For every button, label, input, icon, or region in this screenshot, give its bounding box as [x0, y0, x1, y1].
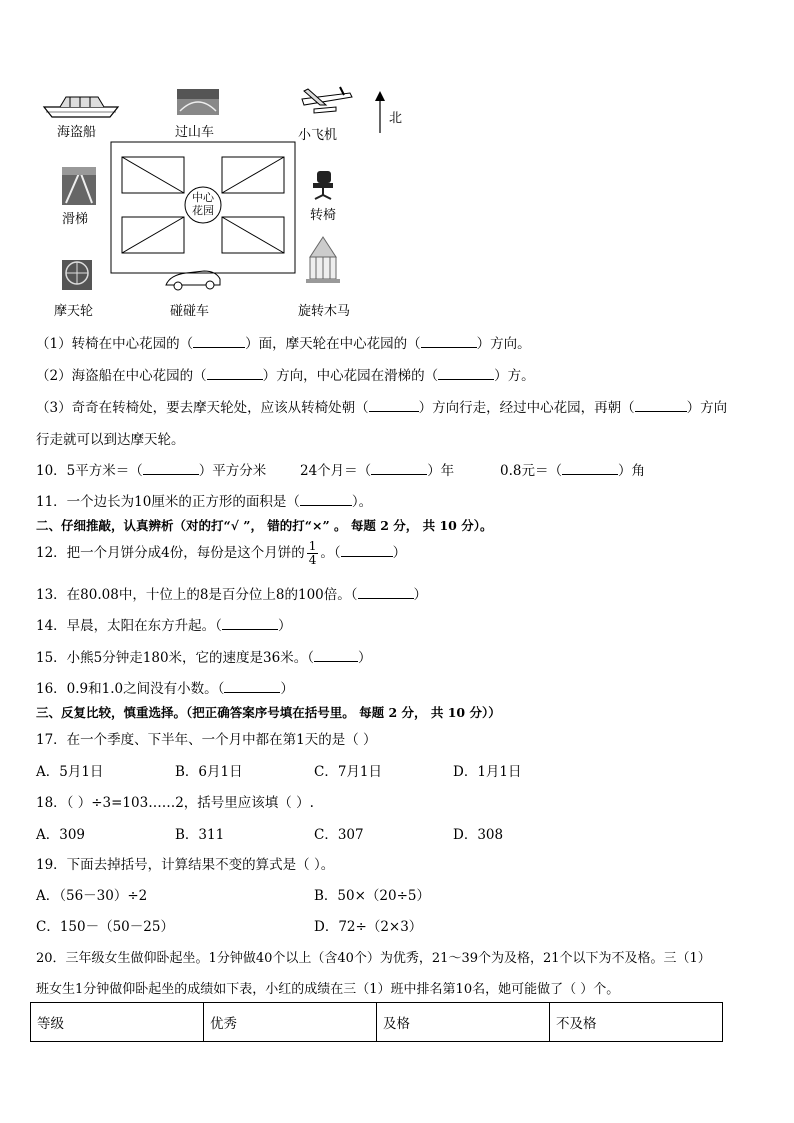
- fraction-one-quarter: $\frac{1}{4}$: [308, 539, 317, 567]
- question-12: 12．把一个月饼分成4份，每份是这个月饼的 $\frac{1}{4}$ 。（ ）: [36, 539, 407, 567]
- answer-blank[interactable]: [193, 335, 245, 348]
- answer-blank[interactable]: [207, 367, 263, 380]
- map-question-2: （2）海盗船在中心花园的（ ）方向，中心花园在滑梯的（ ）方。: [36, 368, 535, 384]
- q19-option-c[interactable]: C．150－（50－25）: [36, 919, 174, 935]
- section-2-heading: 二、仔细推敲，认真辨析（对的打“√ ”， 错的打“×” 。 每题 2 分， 共 10 分）。: [36, 518, 493, 533]
- answer-blank[interactable]: [635, 399, 687, 412]
- answer-blank[interactable]: [562, 462, 618, 475]
- park-map-figure: [40, 85, 420, 320]
- label-pirate-ship: 海盗船: [57, 125, 97, 140]
- question-20-line2: 班女生1分钟做仰卧起坐的成绩如下表，小红的成绩在三（1）班中排名第10名，她可能做了（ ）个。: [36, 982, 620, 997]
- question-20-line1: 20．三年级女生做仰卧起坐。1分钟做40个以上（含40个）为优秀，21～39个为及格，21个以下为不及格。三（1）: [36, 951, 711, 966]
- carousel-icon: [306, 237, 340, 283]
- pirate-ship-icon: [44, 97, 118, 117]
- question-10-c: 0.8元＝（ ）角: [500, 463, 645, 479]
- q19-option-d[interactable]: D．72÷（2×3）: [314, 919, 423, 935]
- section-3-heading: 三、反复比较，慎重选择。（把正确答案序号填在括号里。 每题 2 分， 共 10 分））: [36, 705, 501, 720]
- question-16: 16．0.9和1.0之间没有小数。（ ）: [36, 681, 294, 697]
- table-cell: 优秀: [204, 1003, 377, 1042]
- label-roller-coaster: 过山车: [175, 125, 215, 140]
- answer-blank[interactable]: [341, 544, 393, 557]
- slide-icon: [62, 167, 96, 205]
- answer-blank[interactable]: [224, 680, 280, 693]
- label-slide: 滑梯: [62, 212, 89, 227]
- answer-blank[interactable]: [369, 399, 419, 412]
- q19-option-b[interactable]: B．50×（20÷5）: [314, 888, 430, 904]
- map-question-3-cont: 行走就可以到达摩天轮。: [36, 432, 185, 448]
- map-question-1: （1）转椅在中心花园的（ ）面，摩天轮在中心花园的（ ）方向。: [36, 336, 531, 352]
- question-15: 15．小熊5分钟走180米，它的速度是36米。（ ）: [36, 650, 372, 666]
- ferris-wheel-icon: [62, 260, 92, 290]
- answer-blank[interactable]: [438, 367, 494, 380]
- label-carousel: 旋转木马: [298, 304, 351, 319]
- q18-option-a[interactable]: A．309: [36, 827, 86, 843]
- q18-option-b[interactable]: B．311: [175, 827, 225, 843]
- answer-blank[interactable]: [358, 586, 414, 599]
- table-cell: 及格: [377, 1003, 550, 1042]
- question-19: 19．下面去掉括号，计算结果不变的算式是（ ）。: [36, 857, 335, 873]
- answer-blank[interactable]: [222, 617, 278, 630]
- question-13: 13．在80.08中，十位上的8是百分位上8的100倍。（ ）: [36, 587, 428, 603]
- question-10-b: 24个月＝（ ）年: [300, 463, 455, 479]
- label-small-plane: 小飞机: [298, 128, 338, 143]
- q17-option-d[interactable]: D．1月1日: [453, 764, 522, 780]
- answer-blank[interactable]: [300, 493, 352, 506]
- question-11: 11．一个边长为10厘米的正方形的面积是（ ）。: [36, 494, 373, 510]
- q18-option-c[interactable]: C．307: [314, 827, 364, 843]
- label-swivel-chair: 转椅: [310, 208, 337, 223]
- label-bumper-car: 碰碰车: [170, 304, 210, 319]
- table-cell: 等级: [31, 1003, 204, 1042]
- q17-option-c[interactable]: C．7月1日: [314, 764, 383, 780]
- table-row: [31, 1003, 723, 1042]
- question-10: 10．5平方米＝（ ）平方分米: [36, 463, 267, 479]
- q18-option-d[interactable]: D．308: [453, 827, 504, 843]
- swivel-chair-icon: [313, 171, 333, 199]
- bumper-car-icon: [166, 271, 220, 290]
- q17-option-b[interactable]: B．6月1日: [175, 764, 243, 780]
- table-cell: 不及格: [550, 1003, 723, 1042]
- label-north: 北: [389, 111, 403, 126]
- question-17: 17．在一个季度、下半年、一个月中都在第1天的是（ ）: [36, 732, 377, 748]
- small-plane-icon: [302, 87, 352, 113]
- question-18: 18．（ ）÷3=103……2，括号里应该填（ ）.: [36, 795, 314, 811]
- center-garden-label: 中心花园: [192, 191, 214, 217]
- north-arrow-icon: [375, 91, 385, 133]
- answer-blank[interactable]: [371, 462, 427, 475]
- answer-blank[interactable]: [143, 462, 199, 475]
- roller-coaster-icon: [177, 89, 219, 115]
- answer-blank[interactable]: [314, 649, 358, 662]
- label-ferris-wheel: 摩天轮: [54, 304, 94, 319]
- map-question-3: （3）奇奇在转椅处，要去摩天轮处，应该从转椅处朝（ ）方向行走，经过中心花园，再朝（ ）方向: [36, 400, 728, 416]
- q17-option-a[interactable]: A．5月1日: [36, 764, 104, 780]
- question-14: 14．早晨，太阳在东方升起。（ ）: [36, 618, 292, 634]
- q19-option-a[interactable]: A．（56－30）÷2: [36, 888, 148, 904]
- grade-table: [30, 1002, 723, 1042]
- answer-blank[interactable]: [421, 335, 477, 348]
